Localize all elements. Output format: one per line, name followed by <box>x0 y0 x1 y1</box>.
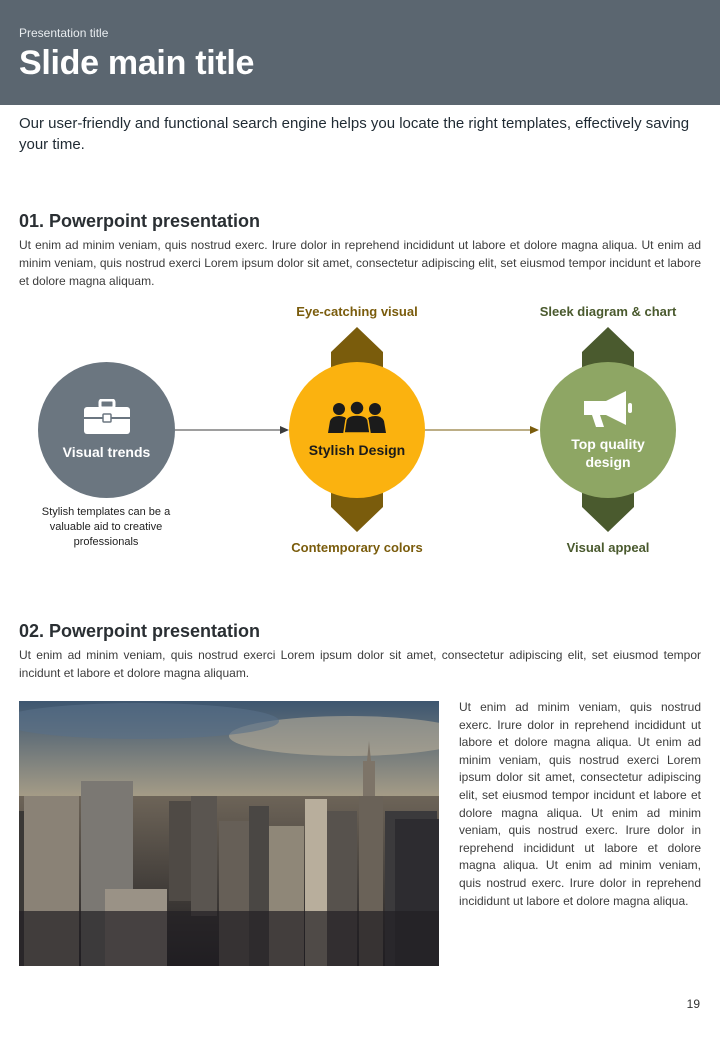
page-number: 19 <box>686 997 700 1011</box>
stylish-design-label: Stylish Design <box>308 442 406 458</box>
city-skyline-photo <box>19 701 439 966</box>
stylish-top-label: Eye-catching visual <box>296 304 418 319</box>
visual-trends-circle <box>38 362 175 498</box>
city-skyline-image <box>19 701 439 966</box>
megaphone-icon <box>584 389 632 429</box>
briefcase-icon <box>83 399 131 435</box>
top-quality-circle <box>540 362 676 498</box>
section2-body: Ut enim ad minim veniam, quis nostrud exerci Lorem ipsum dolor sit amet, consectetur adipiscing elit, set eiusmod tempor incidunt et labore et dolore magna aliquam. <box>19 648 701 680</box>
stylish-bottom-label: Contemporary colors <box>291 540 423 555</box>
slide-main-title: Slide main title <box>19 44 255 82</box>
arrowhead-2 <box>530 426 539 434</box>
section2-heading: 02. Powerpoint presentation <box>19 621 261 641</box>
visual-trends-label: Visual trends <box>62 444 151 460</box>
quality-bottom-label: Visual appeal <box>566 540 650 555</box>
top-quality-label: Top quality design <box>571 436 645 470</box>
header-bar <box>0 0 720 105</box>
intro-text: Our user-friendly and functional search engine helps you locate the right templates, effectively saving your time. <box>19 115 690 153</box>
visual-trends-note: Stylish templates can be a valuable aid to creative professionals <box>41 506 171 548</box>
presentation-title: Presentation title <box>19 26 109 40</box>
arrowhead-1 <box>280 426 289 434</box>
stylish-design-circle <box>289 362 425 498</box>
section1-heading: 01. Powerpoint presentation <box>19 211 261 231</box>
quality-top-label: Sleek diagram & chart <box>539 304 677 319</box>
section1-body: Ut enim ad minim veniam, quis nostrud exerc. Irure dolor in reprehend incididunt ut labore et dolore magna aliqua. Ut enim ad minim veniam, quis nostrud exerci Lorem ipsum dolor sit amet, consectetur adipiscing elit, set eiusmod tempor incidunt et labore et dolore magna aliquam. <box>19 238 701 288</box>
people-group-icon <box>328 401 386 433</box>
section2-side-text: Ut enim ad minim veniam, quis nostrud exerc. Irure dolor in reprehend incididunt ut labore et dolore magna aliqua. Ut enim ad minim veniam, quis nostrud exerci Lorem ipsum dolor sit amet, consectetur adipiscing elit, set eiusmod tempor incidunt et labore et dolore magna aliqua. Ut enim ad minim veniam, quis nostrud exerc. Irure dolor in reprehend incididunt ut labore et dolore magna aliqua. Ut enim ad minim veniam, quis nostrud exerc. Irure dolor in reprehend incididunt ut labore et dolore magna aliqua. <box>459 700 701 908</box>
